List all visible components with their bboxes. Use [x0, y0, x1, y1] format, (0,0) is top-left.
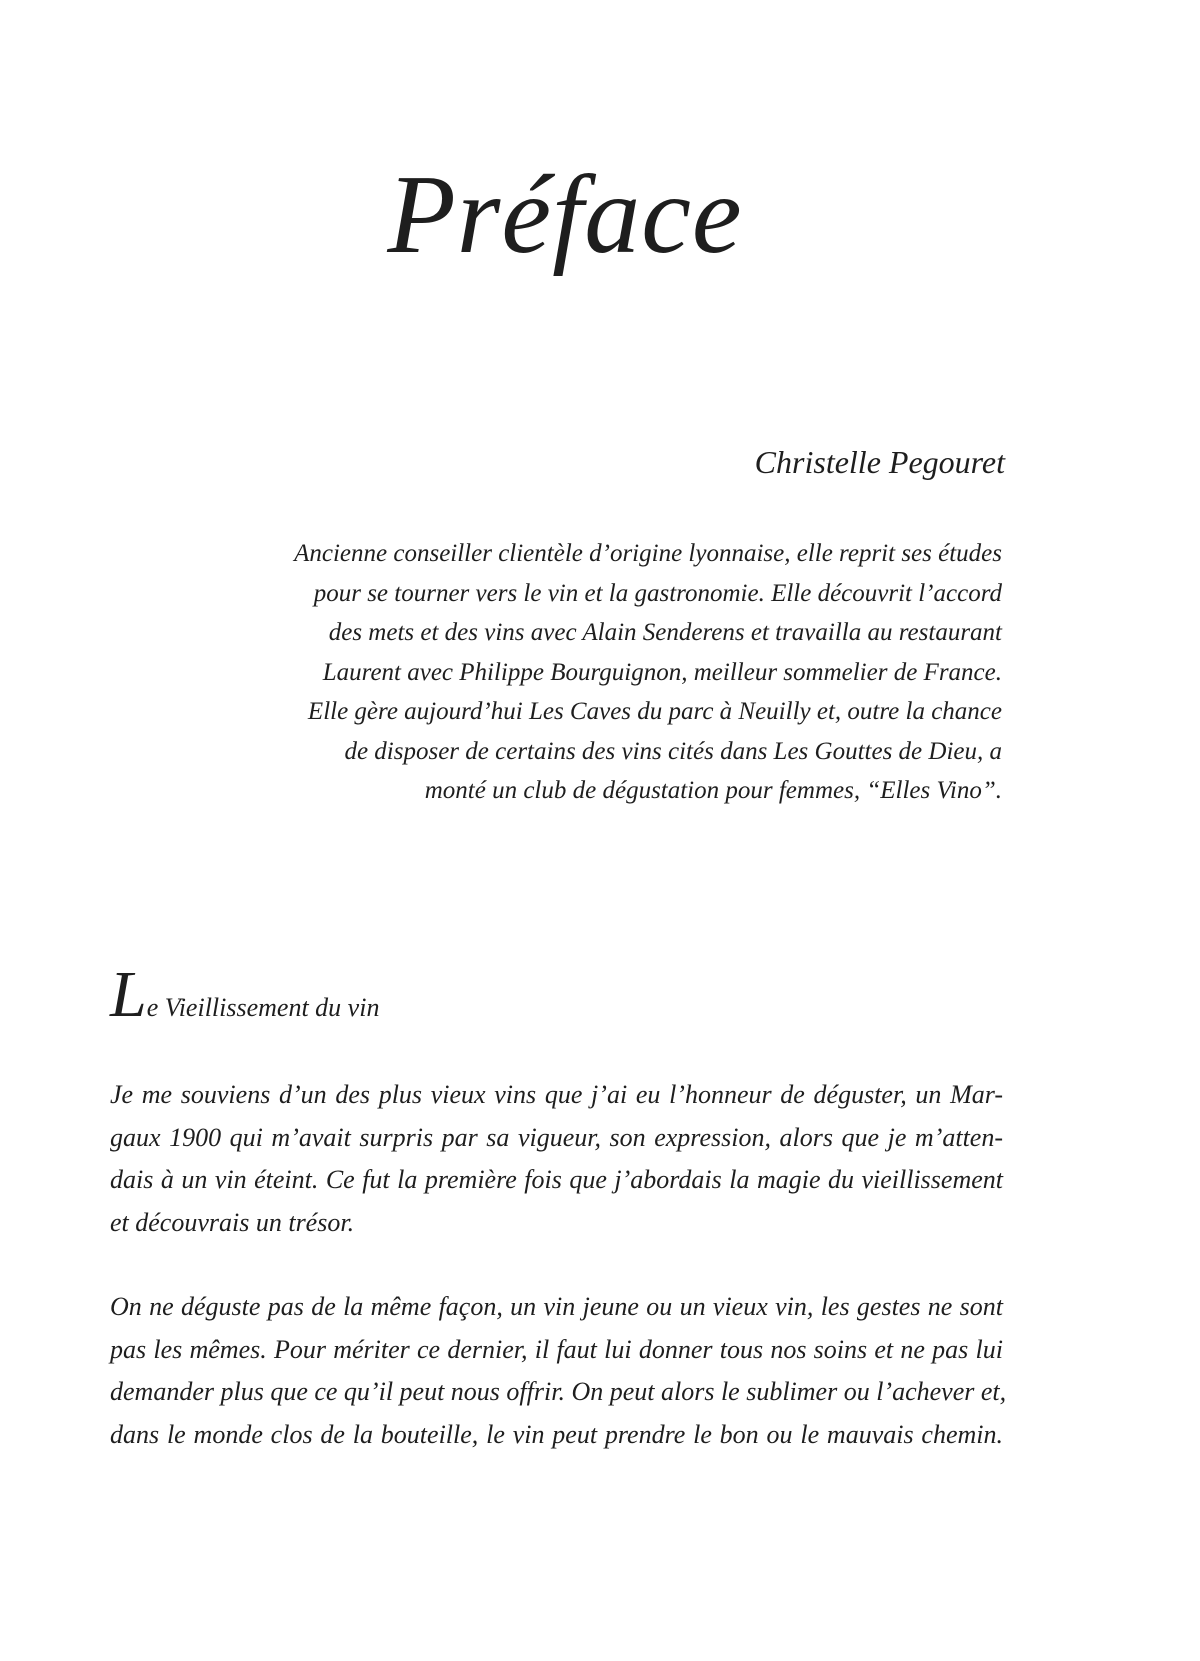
paragraph-1	[110, 1074, 1003, 1244]
bio-line: Laurent avec Philippe Bourguignon, meilleur sommelier de France.	[322, 658, 1002, 686]
author-bio	[282, 534, 1002, 811]
text-line: pas les mêmes. Pour mériter ce dernier, il faut lui donner tous nos soins et ne pas lui	[110, 1334, 1003, 1364]
bio-line: Elle gère aujourd’hui Les Caves du parc à Neuilly et, outre la chance	[307, 698, 1002, 725]
text-line: et découvrais un trésor.	[110, 1207, 355, 1237]
text-line: gaux 1900 qui m’avait surpris par sa vigueur, son expression, alors que je m’atten-	[110, 1122, 1003, 1152]
author-name: Christelle Pegouret	[754, 444, 1005, 480]
paragraph-2	[110, 1286, 1007, 1456]
bio-line: des mets et des vins avec Alain Senderens et travailla au restaurant	[328, 619, 1002, 646]
bio-line: monté un club de dégustation pour femmes, “Elles Vino”.	[424, 777, 1002, 804]
text-line: Je me souviens d’un des plus vieux vins que j’ai eu l’honneur de déguster, un Mar-	[110, 1080, 1003, 1109]
text-line: demander plus que ce qu’il peut nous offrir. On peut alors le sublimer ou l’achever et,	[110, 1377, 1007, 1406]
section-heading	[110, 960, 379, 1043]
bio-line: pour se tourner vers le vin et la gastronomie. Elle découvrit l’accord	[313, 579, 1002, 607]
text-line: dais à un vin éteint. Ce fut la première fois que j’abordais la magie du vieillissement	[110, 1165, 1003, 1194]
bio-line: Ancienne conseiller clientèle d’origine lyonnaise, elle reprit ses études	[294, 540, 1002, 567]
drop-cap: L	[110, 958, 147, 1031]
bio-line: de disposer de certains des vins cités dans Les Gouttes de Dieu, a	[344, 737, 1002, 765]
text-line: On ne déguste pas de la même façon, un vin jeune ou un vieux vin, les gestes ne sont	[110, 1292, 1003, 1321]
text-line: dans le monde clos de la bouteille, le vin peut prendre le bon ou le mauvais chemin.	[110, 1419, 1003, 1449]
heading-text: e Vieillissement du vin	[146, 993, 380, 1022]
page-title: Préface	[387, 153, 743, 277]
